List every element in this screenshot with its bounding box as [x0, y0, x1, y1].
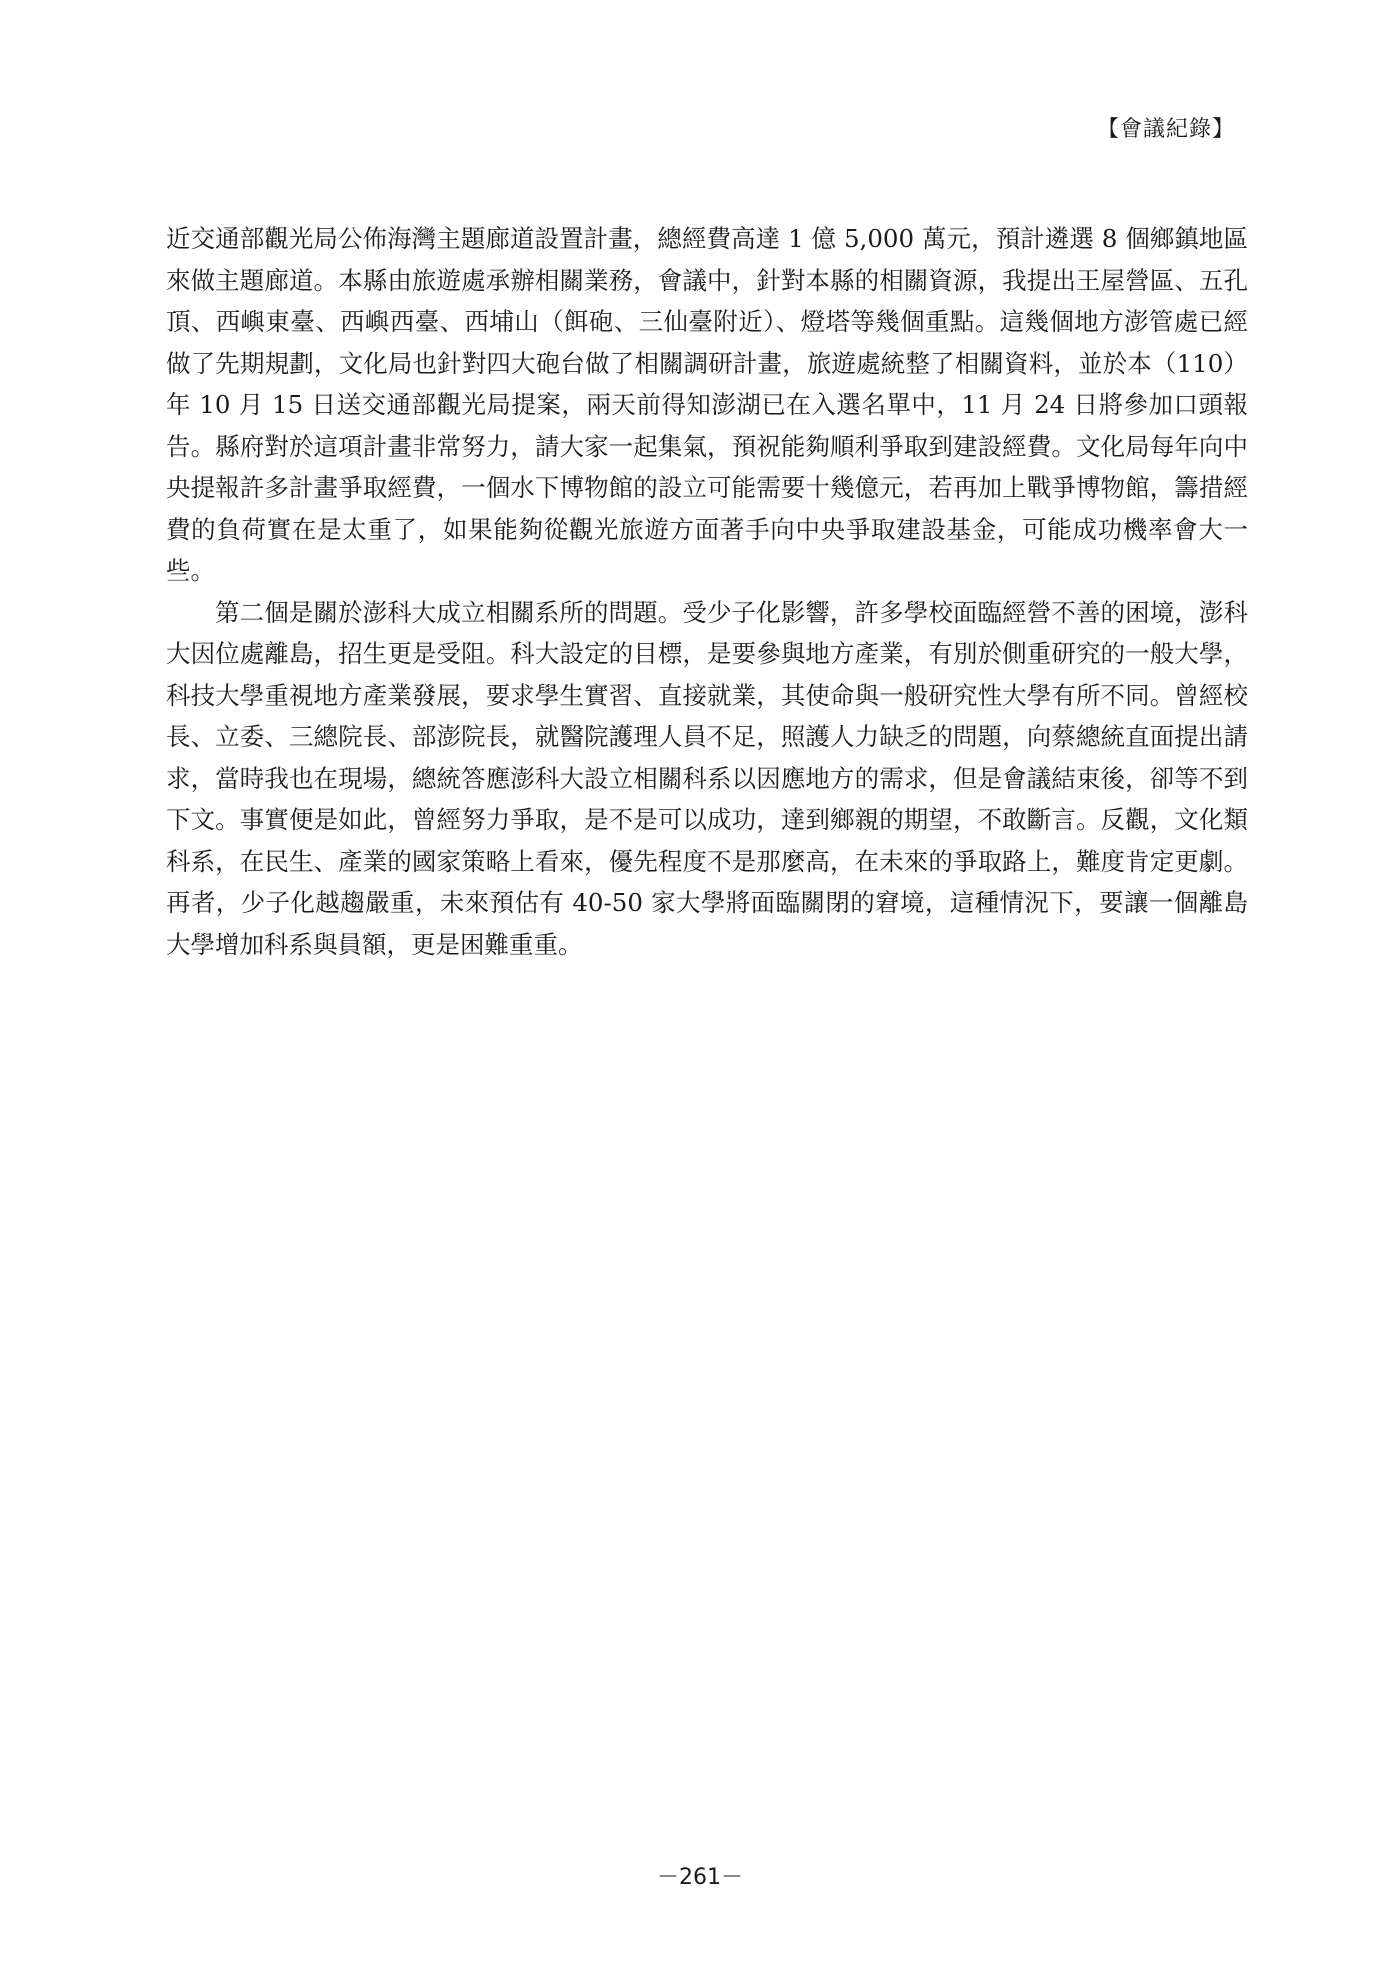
- body-text: [166, 218, 1248, 965]
- paragraph: 近交通部觀光局公佈海灣主題廊道設置計畫，總經費高達 1 億 5,000 萬元，預計遴選 8 個鄉鎮地區來做主題廊道。本縣由旅遊處承辦相關業務，會議中，針對本縣的相關資源，我提出王屋營區、五孔頂、西嶼東臺、西嶼西臺、西埔山（餌砲、三仙臺附近）、燈塔等幾個重點。這幾個地方澎管處已經做了先期規劃，文化局也針對四大砲台做了相關調研計畫，旅遊處統整了相關資料，並於本（110）年 10 月 15 日送交通部觀光局提案，兩天前得知澎湖已在入選名單中，11 月 24 日將參加口頭報告。縣府對於這項計畫非常努力，請大家一起集氣，預祝能夠順利爭取到建設經費。文化局每年向中央提報許多計畫爭取經費，一個水下博物館的設立可能需要十幾億元，若再加上戰爭博物館，籌措經費的負荷實在是太重了，如果能夠從觀光旅遊方面著手向中央爭取建設基金，可能成功機率會大一些。: [166, 224, 1248, 585]
- page-number: －261－: [657, 1865, 743, 1890]
- paragraph: 第二個是關於澎科大成立相關系所的問題。受少子化影響，許多學校面臨經營不善的困境，澎科大因位處離島，招生更是受阻。科大設定的目標，是要參與地方產業，有別於側重研究的一般大學，科技大學重視地方產業發展，要求學生實習、直接就業，其使命與一般研究性大學有所不同。曾經校長、立委、三總院長、部澎院長，就醫院護理人員不足，照護人力缺乏的問題，向蔡總統直面提出請求，當時我也在現場，總統答應澎科大設立相關科系以因應地方的需求，但是會議結束後，卻等不到下文。事實便是如此，曾經努力爭取，是不是可以成功，達到鄉親的期望，不敢斷言。反觀，文化類科系，在民生、產業的國家策略上看來，優先程度不是那麼高，在未來的爭取路上，難度肯定更劇。再者，少子化越趨嚴重，未來預估有 40-50 家大學將面臨關閉的窘境，這種情況下，要讓一個離島大學增加科系與員額，更是困難重重。: [166, 597, 1248, 959]
- section-tag: 【會議紀錄】: [1096, 117, 1235, 142]
